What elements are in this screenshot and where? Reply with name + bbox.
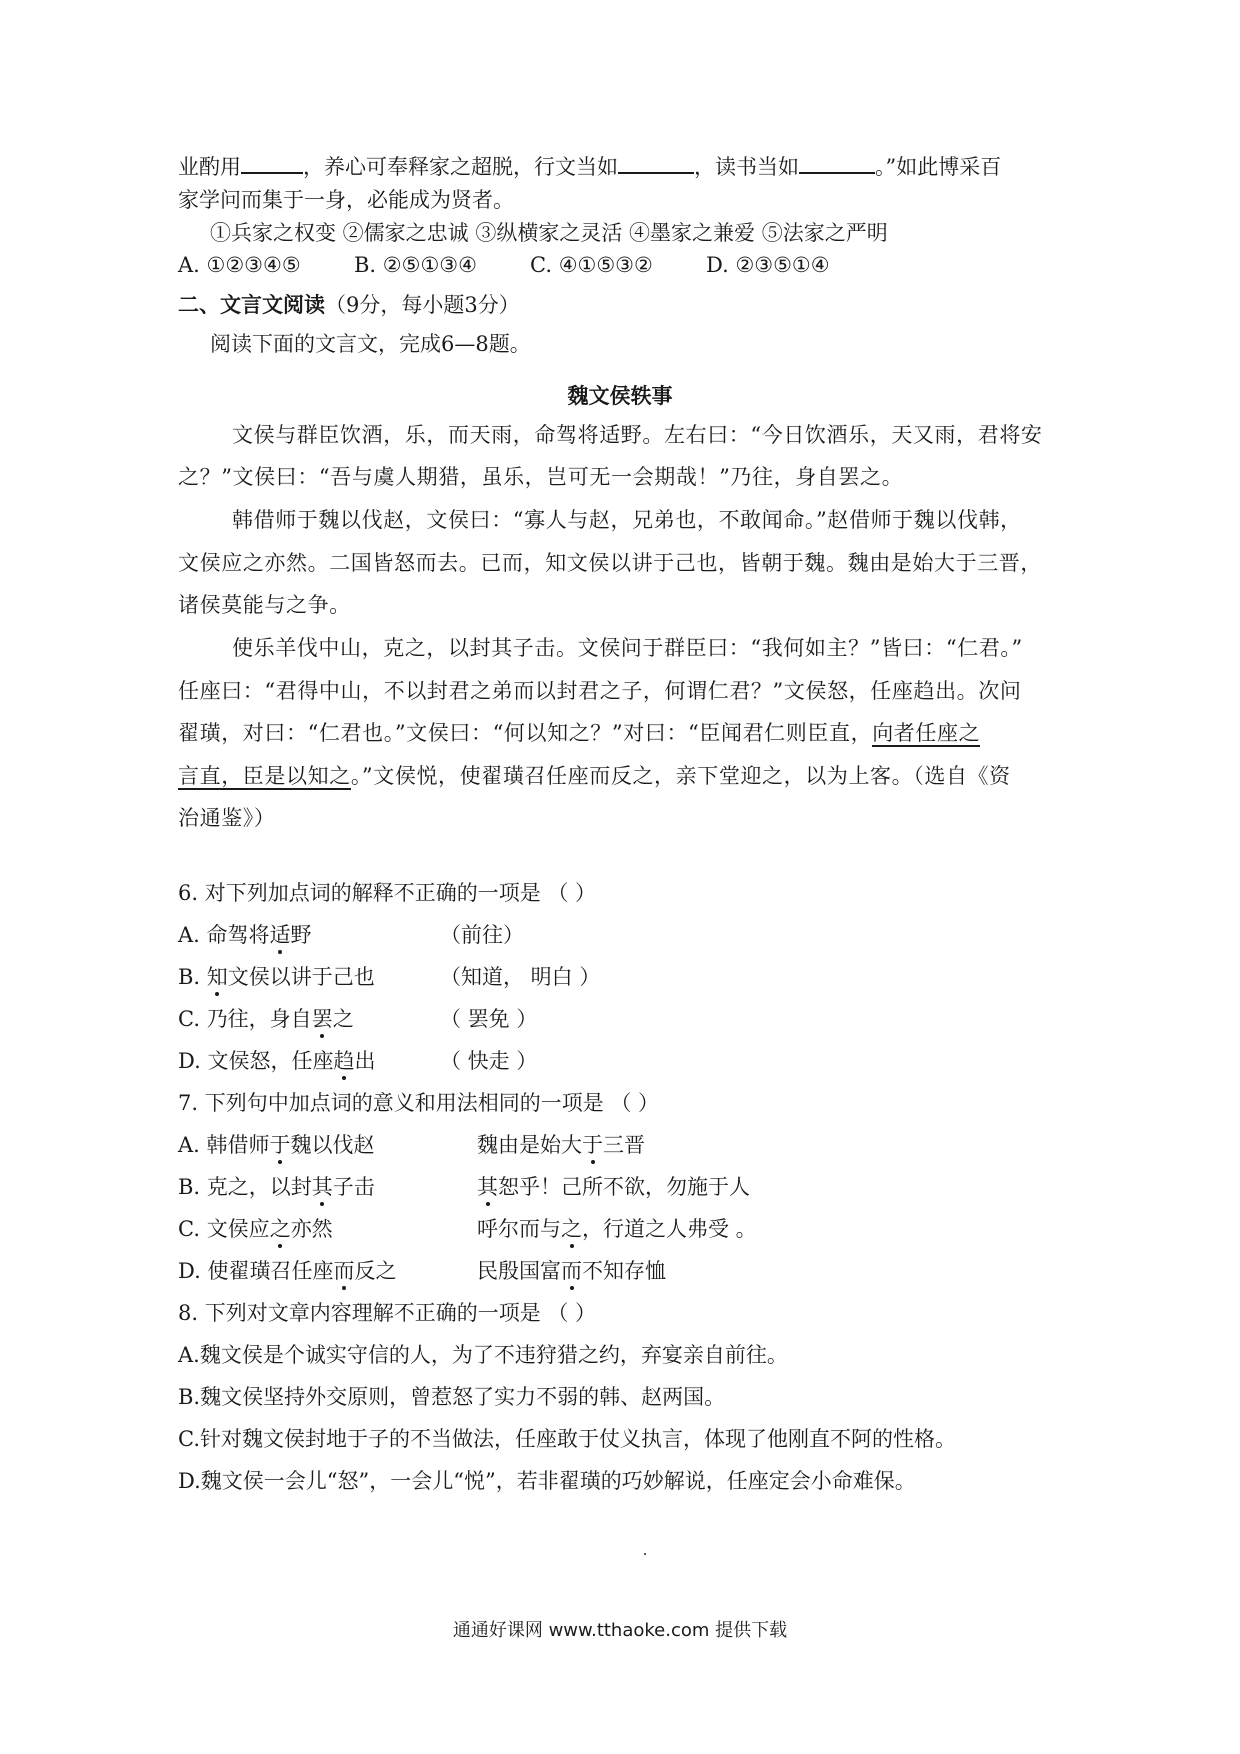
q5-choice-c: C. ④①⑤③②	[530, 253, 653, 277]
q7-option-d-right: 民殷国富而不知存恤	[477, 1256, 666, 1286]
q6-gloss-c: （ 罢免 ）	[440, 1007, 538, 1031]
dotted-word: 于	[270, 1130, 291, 1160]
q8-option-a: A.魏文侯是个诚实守信的人，为了不违狩猎之约，弃宴亲自前往。	[178, 1343, 788, 1367]
fill-blank	[618, 150, 694, 174]
passage-line: 治通鉴》）	[178, 806, 276, 830]
passage-line: 文侯与群臣饮酒，乐，而天雨，命驾将适野。左右曰：“今日饮酒乐，天又雨，君将安	[232, 423, 1043, 447]
q5-choice-a: A. ①②③④⑤	[178, 253, 301, 277]
dotted-word: 而	[561, 1256, 582, 1286]
q7-option-b-left: B. 克之，以封其子击	[178, 1172, 375, 1202]
passage-line: 之？”文侯曰：“吾与虞人期猎，虽乐，岂可无一会期哉！”乃往，身自罢之。	[178, 465, 904, 489]
q7-option-d-left: D. 使翟璜召任座而反之	[178, 1256, 396, 1286]
section-instruction: 阅读下面的文言文，完成6—8题。	[210, 332, 531, 356]
fill-blank	[241, 150, 303, 174]
underlined-sentence: 向者任座之	[872, 721, 981, 745]
scan-speck	[644, 1553, 646, 1555]
passage-line: 翟璜，对曰：“仁君也。”文侯曰：“何以知之？”对曰：“臣闻君仁则臣直，向者任座之	[178, 721, 981, 745]
q6-gloss-a: （前往）	[440, 923, 524, 947]
q5-choice-b: B. ②⑤①③④	[354, 253, 477, 277]
q8-option-b: B.魏文侯坚持外交原则，曾惹怒了实力不弱的韩、赵两国。	[178, 1385, 726, 1409]
q5-choices	[178, 250, 830, 280]
passage-line: 韩借师于魏以伐赵，文侯曰：“寡人与赵，兄弟也，不敢闻命。”赵借师于魏以伐韩，	[232, 508, 1022, 532]
dotted-word: 趋	[333, 1046, 354, 1076]
q7-option-a-right: 魏由是始大于三晋	[477, 1130, 645, 1160]
dotted-word: 其	[477, 1172, 498, 1202]
q7-stem: 7. 下列句中加点词的意义和用法相同的一项是 （ ）	[178, 1091, 660, 1115]
q6-option-a: A. 命驾将适野	[178, 920, 312, 950]
dotted-word: 知	[207, 962, 228, 992]
dotted-word: 而	[333, 1256, 354, 1286]
q5-line-1: 业酌用 ，养心可奉释家之超脱，行文当如 ，读书当如 。”如此博采百	[178, 150, 1001, 182]
passage-line: 诸侯莫能与之争。	[178, 593, 351, 617]
q5-choice-d: D. ②③⑤①④	[706, 253, 830, 277]
q6-stem: 6. 对下列加点词的解释不正确的一项是 （ ）	[178, 881, 597, 905]
q7-option-b-right: 其恕乎！己所不欲，勿施于人	[477, 1172, 750, 1202]
q7-option-c-left: C. 文侯应之亦然	[178, 1214, 333, 1244]
q6-gloss-b: （知道， 明白 ）	[440, 965, 601, 989]
page-footer: 通通好课网 www.tthaoke.com 提供下载	[452, 1620, 788, 1641]
q6-option-c: C. 乃往，身自罢之	[178, 1004, 354, 1034]
q8-stem: 8. 下列对文章内容理解不正确的一项是 （ ）	[178, 1301, 597, 1325]
passage-title: 魏文侯轶事	[567, 384, 673, 408]
dotted-word: 于	[582, 1130, 603, 1160]
dotted-word: 罢	[312, 1004, 333, 1034]
q6-gloss-d: （ 快走 ）	[440, 1049, 538, 1073]
passage-line: 使乐羊伐中山，克之，以封其子击。文侯问于群臣曰：“我何如主？”皆曰：“仁君。”	[232, 636, 1023, 660]
dotted-word: 之	[270, 1214, 291, 1244]
q8-option-d: D.魏文侯一会儿“怒”，一会儿“悦”，若非翟璜的巧妙解说，任座定会小命难保。	[178, 1469, 916, 1493]
q7-option-a-left: A. 韩借师于魏以伐赵	[178, 1130, 375, 1160]
dotted-word: 之	[561, 1214, 582, 1244]
dotted-word: 适	[270, 920, 291, 950]
dotted-word: 其	[312, 1172, 333, 1202]
q7-option-c-right: 呼尔而与之，行道之人弗受 。	[477, 1214, 757, 1244]
q8-option-c: C.针对魏文侯封地于子的不当做法，任座敢于仗义执言，体现了他刚直不阿的性格。	[178, 1427, 956, 1451]
passage-line: 言直，臣是以知之。”文侯悦，使翟璜召任座而反之，亲下堂迎之，以为上客。（选自《资	[178, 764, 1011, 788]
q6-option-d: D. 文侯怒，任座趋出	[178, 1046, 375, 1076]
q5-items: ①兵家之权变 ②儒家之忠诚 ③纵横家之灵活 ④墨家之兼爱 ⑤法家之严明	[210, 221, 888, 245]
q5-line-2: 家学问而集于一身，必能成为贤者。	[178, 188, 514, 212]
fill-blank	[799, 150, 875, 174]
q6-option-b: B. 知文侯以讲于己也	[178, 962, 375, 992]
section-heading: 二、文言文阅读（9分，每小题3分）	[178, 293, 520, 317]
passage-line: 任座曰：“君得中山，不以封君之弟而以封君之子，何谓仁君？”文侯怒，任座趋出。次问	[178, 679, 1022, 703]
underlined-sentence: 言直，臣是以知之	[178, 764, 351, 788]
passage-line: 文侯应之亦然。二国皆怒而去。已而，知文侯以讲于己也，皆朝于魏。魏由是始大于三晋，	[178, 551, 1042, 575]
